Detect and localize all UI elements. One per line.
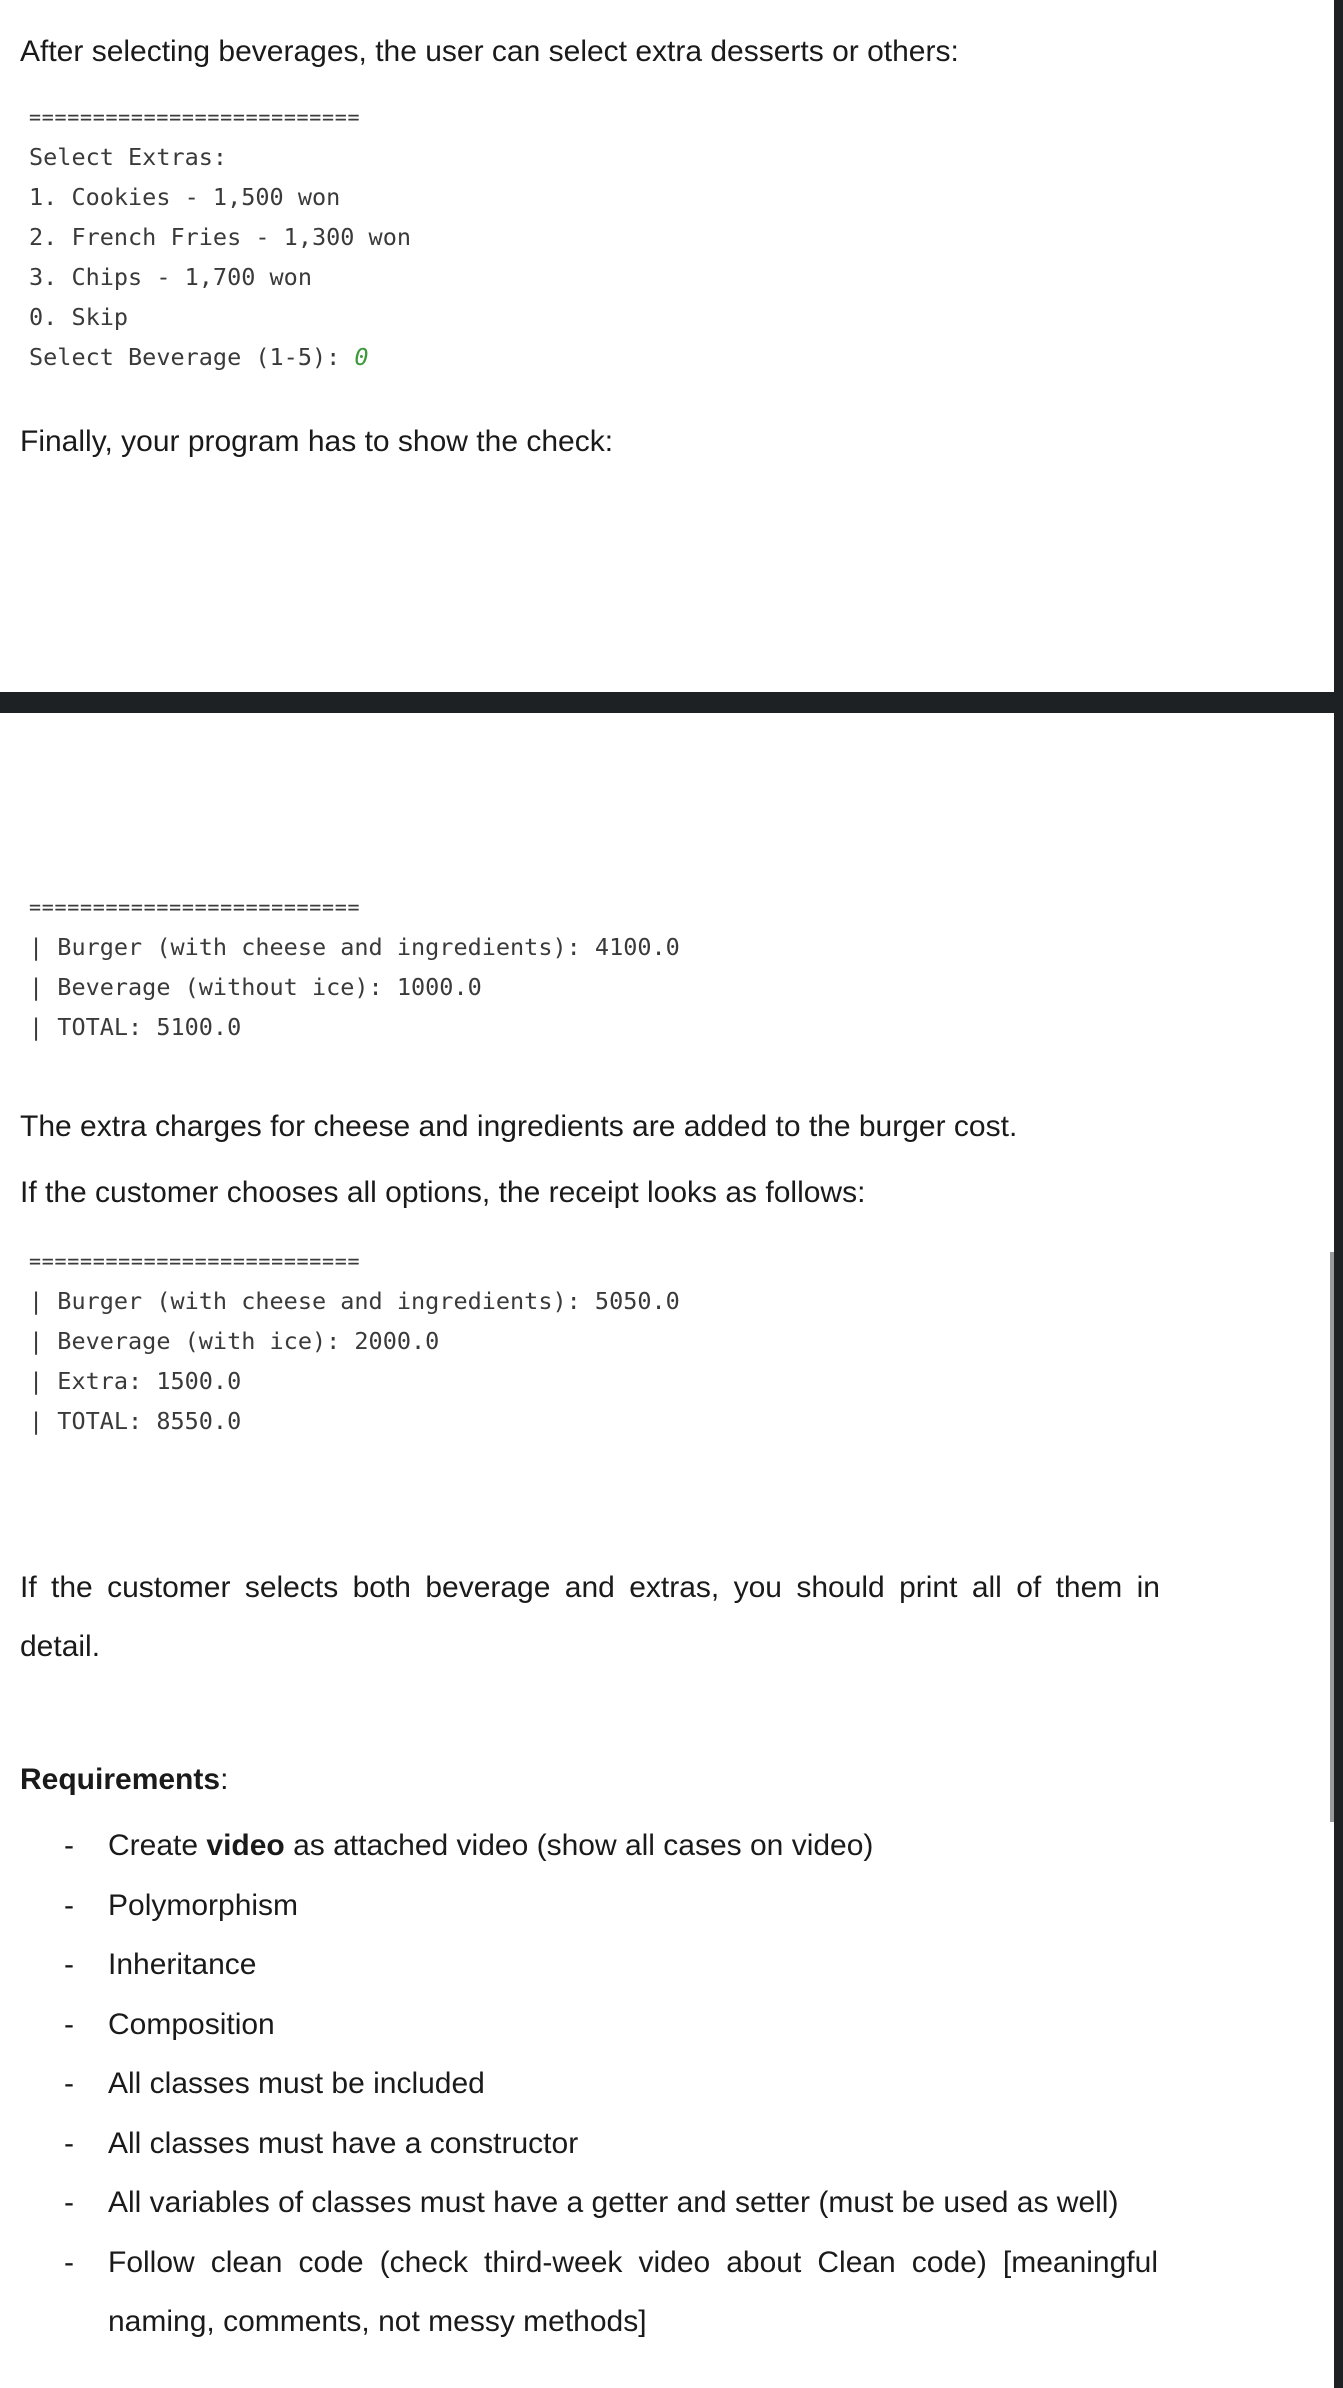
receipt-line: | Burger (with cheese and ingredients): 5050.0	[29, 1287, 680, 1315]
console-input-value: 0	[354, 343, 369, 371]
console-separator: ==========================	[29, 105, 361, 129]
requirement-text: All variables of classes must have a getter and setter (must be used as well)	[108, 2186, 1119, 2219]
requirement-item	[0, 1876, 1158, 1936]
requirement-item	[0, 2173, 1158, 2233]
window-edge-bar	[1334, 0, 1343, 2388]
intro-paragraph: After selecting beverages, the user can select extra desserts or others:	[20, 35, 959, 68]
scrollbar-thumb[interactable]	[1330, 1252, 1334, 1822]
list-dash: -	[64, 2067, 74, 2100]
requirement-item	[0, 2054, 1158, 2114]
console-line: 1. Cookies - 1,500 won	[29, 183, 341, 211]
receipt-line: | TOTAL: 8550.0	[29, 1407, 242, 1435]
requirement-video-prefix: Create	[108, 1829, 207, 1862]
receipt-line: | Burger (with cheese and ingredients): 4100.0	[29, 933, 680, 961]
console-line: 3. Chips - 1,700 won	[29, 263, 312, 291]
list-dash: -	[64, 1948, 74, 1981]
console-line: 2. French Fries - 1,300 won	[29, 223, 412, 251]
console-separator: ==========================	[29, 1249, 361, 1273]
console-prompt: Select Beverage (1-5):	[29, 343, 355, 371]
requirement-item	[0, 2114, 1158, 2174]
console-separator: ==========================	[29, 895, 361, 919]
receipt-line: | TOTAL: 5100.0	[29, 1013, 242, 1041]
requirements-list	[0, 1816, 1200, 2352]
all-options-paragraph: If the customer chooses all options, the receipt looks as follows:	[20, 1176, 866, 1209]
requirement-item	[0, 1816, 1158, 1876]
check-paragraph: Finally, your program has to show the check:	[20, 425, 614, 458]
list-dash: -	[64, 2186, 74, 2219]
requirement-item	[0, 2233, 1158, 2352]
receipt-line: | Extra: 1500.0	[29, 1367, 242, 1395]
receipt-line: | Beverage (without ice): 1000.0	[29, 973, 482, 1001]
list-dash: -	[64, 2007, 74, 2041]
receipt-full-output	[29, 1241, 680, 1441]
receipt-basic-output	[29, 887, 680, 1047]
extras-console-output	[29, 97, 411, 377]
extra-charges-paragraph: The extra charges for cheese and ingredients are added to the burger cost.	[20, 1110, 1018, 1143]
console-prompt-line	[29, 337, 411, 377]
requirement-text: All classes must be included	[108, 2067, 485, 2100]
requirement-text: Polymorphism	[108, 1888, 299, 1922]
requirement-text: Composition	[108, 2007, 275, 2041]
requirements-colon: :	[220, 1763, 229, 1796]
list-dash: -	[64, 2126, 74, 2160]
requirement-item	[0, 1935, 1158, 1995]
requirement-video-suffix: as attached video (show all cases on video)	[284, 1829, 874, 1862]
list-dash: -	[64, 1888, 74, 1922]
receipt-line: | Beverage (with ice): 2000.0	[29, 1327, 440, 1355]
console-line: Select Extras:	[29, 143, 228, 171]
requirement-text: All classes must have a constructor	[108, 2126, 579, 2160]
list-dash: -	[64, 1829, 74, 1862]
page-separator	[0, 692, 1343, 713]
requirement-item	[0, 1995, 1158, 2055]
requirement-text: Follow clean code (check third-week video about Clean code) [meaningful naming, comments, not messy methods]	[108, 2245, 1158, 2338]
requirement-text: Inheritance	[108, 1948, 257, 1981]
requirements-heading	[20, 1760, 228, 1800]
both-options-paragraph: If the customer selects both beverage and extras, you should print all of them in detail.	[20, 1571, 1160, 1663]
requirements-title: Requirements	[20, 1763, 221, 1796]
requirement-video-bold: video	[206, 1829, 285, 1862]
list-dash: -	[64, 2245, 74, 2279]
console-line: 0. Skip	[29, 303, 129, 331]
